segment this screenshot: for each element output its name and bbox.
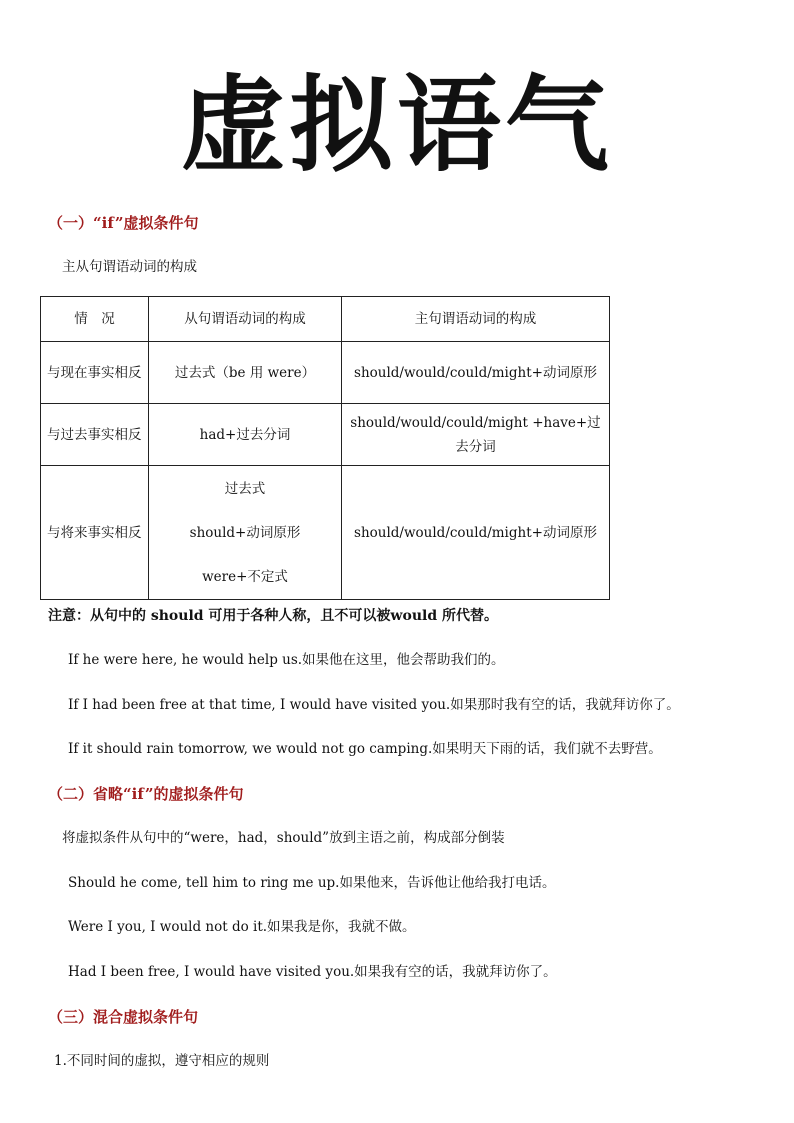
situation-cell: 与将来事实相反 — [41, 466, 149, 600]
main-verb-cell: should/would/could/might +have+过去分词 — [342, 404, 610, 466]
verb-form-table — [40, 296, 610, 600]
situation-cell: 与过去事实相反 — [41, 404, 149, 466]
page-title: 虚拟语气 — [180, 63, 613, 186]
clause-option: should+动词原形 — [189, 524, 301, 541]
table-header: 从句谓语动词的构成 — [149, 297, 342, 342]
clause-option: were+不定式 — [202, 568, 288, 585]
table-row — [41, 404, 610, 466]
clause-verb-cell: 过去式（be 用 were） — [149, 342, 342, 404]
table-header-row — [41, 297, 610, 342]
example-sentence: Had I been free, I would have visited you.如果我有空的话，我就拜访你了。 — [68, 964, 557, 980]
situation-cell: 与现在事实相反 — [41, 342, 149, 404]
table-header: 情 况 — [41, 297, 149, 342]
example-sentence: Should he come, tell him to ring me up.如果他来，告诉他让他给我打电话。 — [68, 875, 556, 891]
main-verb-cell: should/would/could/might+动词原形 — [342, 342, 610, 404]
main-verb-cell: should/would/could/might+动词原形 — [342, 466, 610, 600]
section-heading-omitted-if: （二）省略“if”的虚拟条件句 — [48, 785, 244, 803]
table-row — [41, 466, 610, 600]
example-sentence: If it should rain tomorrow, we would not go camping.如果明天下雨的话，我们就不去野营。 — [68, 741, 662, 757]
example-sentence: If he were here, he would help us.如果他在这里，他会帮助我们的。 — [68, 652, 505, 668]
table-header: 主句谓语动词的构成 — [342, 297, 610, 342]
clause-option: 过去式 — [224, 480, 266, 497]
section-intro: 将虚拟条件从句中的“were，had，should”放到主语之前，构成部分倒装 — [62, 830, 505, 846]
section-intro: 主从句谓语动词的构成 — [62, 259, 197, 275]
table-row — [41, 342, 610, 404]
example-sentence: Were I you, I would not do it.如果我是你，我就不做。 — [68, 919, 416, 935]
note-text: 注意：从句中的 should 可用于各种人称，且不可以被would 所代替。 — [48, 608, 498, 624]
example-sentence: If I had been free at that time, I would have visited you.如果那时我有空的话，我就拜访你了。 — [68, 697, 680, 713]
section-heading-if-conditional: （一）“if”虚拟条件句 — [48, 214, 199, 232]
section-heading-mixed-conditional: （三）混合虚拟条件句 — [48, 1008, 199, 1026]
clause-verb-cell — [149, 466, 342, 600]
clause-verb-cell: had+过去分词 — [149, 404, 342, 466]
list-item: 1.不同时间的虚拟，遵守相应的规则 — [54, 1053, 270, 1069]
